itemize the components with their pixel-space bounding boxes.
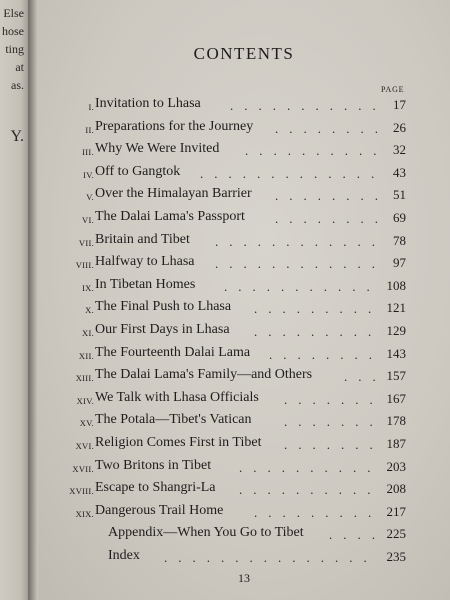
chapter-page-number: 43: [393, 164, 406, 180]
chapter-number: VIII.: [75, 260, 94, 271]
chapter-number: XIX.: [75, 508, 94, 519]
chapter-number: XV.: [79, 418, 94, 429]
chapter-page-number: 78: [393, 232, 406, 248]
chapter-number: VI.: [82, 215, 94, 225]
toc-entry: [38, 548, 450, 568]
chapter-page-number: 69: [393, 210, 406, 225]
chapter-title: Off to Gangtok: [95, 163, 181, 179]
page-number: 13: [238, 571, 250, 585]
chapter-title: Dangerous Trail Home: [95, 502, 224, 518]
leader-dots: ........: [275, 120, 389, 136]
chapter-title: The Dalai Lama's Passport: [95, 209, 245, 224]
chapter-page-number: 97: [393, 255, 406, 271]
facing-page-text: at: [15, 60, 24, 74]
chapter-page-number: 143: [386, 345, 406, 361]
chapter-title: In Tibetan Homes: [95, 276, 196, 292]
chapter-page-number: 217: [386, 503, 406, 519]
toc-entry: [38, 458, 450, 478]
facing-page: [0, 0, 30, 600]
chapter-number: III.: [82, 147, 94, 158]
chapter-title: Invitation to Lhasa: [95, 96, 201, 111]
toc-entry: [38, 164, 450, 184]
leader-dots: .......: [284, 391, 384, 407]
chapter-page-number: 187: [386, 436, 406, 451]
facing-page-text: hose: [2, 24, 24, 38]
chapter-title: Escape to Shangri-La: [95, 480, 216, 496]
chapter-page-number: 108: [386, 277, 406, 293]
leader-dots: .......: [284, 414, 384, 430]
chapter-page-number: 17: [393, 97, 406, 112]
chapter-page-number: 32: [393, 142, 406, 158]
leader-dots: ...........: [230, 98, 387, 113]
chapter-title: Why We Were Invited: [95, 141, 220, 157]
page-title: CONTENTS: [193, 44, 295, 63]
chapter-page-number: 129: [386, 323, 406, 338]
chapter-title: The Final Push to Lhasa: [95, 299, 232, 315]
page-column-label: PAGE: [381, 85, 405, 94]
chapter-title: The Dalai Lama's Family—and Others: [95, 367, 313, 383]
toc-entry: [38, 390, 450, 410]
toc-entry: [38, 345, 450, 365]
leader-dots: ........: [275, 211, 389, 226]
chapter-number: XVI.: [75, 441, 94, 451]
chapter-page-number: 178: [386, 413, 406, 429]
toc-entry: [38, 96, 450, 116]
chapter-title: Two Britons in Tibet: [95, 457, 212, 473]
toc-entry: [38, 119, 450, 139]
leader-dots: .......: [284, 437, 384, 452]
toc-entry: [38, 480, 450, 500]
toc-entry: [38, 322, 450, 342]
chapter-number: IV.: [83, 169, 94, 180]
chapter-page-number: 157: [386, 368, 406, 384]
leader-dots: ..........: [245, 143, 388, 159]
book-spine: [28, 0, 38, 600]
chapter-title: Preparations for the Journey: [95, 118, 254, 134]
toc-entry: [38, 503, 450, 523]
leader-dots: ........: [275, 188, 389, 204]
chapter-number: II.: [85, 124, 94, 135]
leader-dots: ...........: [224, 278, 381, 294]
chapter-page-number: 26: [393, 119, 406, 135]
toc-entry: [38, 209, 450, 229]
chapter-title: We Talk with Lhasa Officials: [95, 389, 259, 405]
chapter-number: XIV.: [76, 395, 94, 406]
leader-dots: ........: [269, 346, 383, 362]
chapter-page-number: 235: [386, 549, 406, 564]
toc-entry: [38, 277, 450, 297]
leader-dots: ..........: [239, 459, 382, 475]
chapter-number: XIII.: [75, 373, 94, 384]
chapter-page-number: 121: [386, 300, 406, 316]
leader-dots: ...............: [164, 550, 378, 565]
chapter-title: Over the Himalayan Barrier: [95, 186, 252, 202]
chapter-title: Index: [108, 548, 140, 563]
chapter-page-number: 51: [393, 187, 406, 203]
chapter-number: XVIII.: [69, 486, 94, 497]
chapter-number: XII.: [78, 350, 94, 361]
leader-dots: ....: [329, 527, 386, 543]
leader-dots: ..........: [239, 482, 382, 498]
leader-dots: .........: [254, 324, 383, 339]
toc-entry: [38, 299, 450, 319]
leader-dots: .............: [200, 165, 386, 181]
chapter-title: Halfway to Lhasa: [95, 254, 195, 270]
facing-page-text: Else: [3, 6, 24, 20]
chapter-number: IX.: [82, 282, 94, 293]
chapter-number: VII.: [78, 237, 94, 248]
facing-page-text: Y.: [10, 128, 24, 145]
contents-page: [38, 0, 450, 600]
chapter-title: Appendix—When You Go to Tibet: [108, 525, 304, 541]
chapter-title: Religion Comes First in Tibet: [95, 435, 262, 450]
leader-dots: ............: [215, 233, 386, 249]
chapter-title: Our First Days in Lhasa: [95, 322, 230, 337]
toc-entry: [38, 232, 450, 252]
chapter-page-number: 208: [386, 481, 406, 497]
chapter-page-number: 167: [386, 390, 406, 406]
chapter-number: XI.: [82, 328, 94, 338]
chapter-number: X.: [85, 305, 94, 316]
toc-entry: [38, 412, 450, 432]
facing-page-text: as.: [11, 78, 24, 92]
leader-dots: ...: [344, 369, 387, 385]
chapter-page-number: 225: [386, 526, 406, 542]
toc-entry: [38, 254, 450, 274]
toc-entry: [38, 367, 450, 387]
facing-page-text: ting: [5, 42, 24, 56]
chapter-number: I.: [88, 102, 94, 112]
toc-entry: [38, 525, 450, 545]
chapter-number: XVII.: [72, 463, 94, 474]
chapter-title: Britain and Tibet: [95, 231, 190, 247]
toc-entry: [38, 141, 450, 161]
chapter-title: The Potala—Tibet's Vatican: [95, 412, 252, 428]
toc-entry: [38, 435, 450, 455]
leader-dots: .........: [254, 504, 383, 520]
chapter-title: The Fourteenth Dalai Lama: [95, 344, 251, 360]
toc-entry: [38, 186, 450, 206]
leader-dots: ............: [215, 256, 386, 272]
chapter-page-number: 203: [386, 458, 406, 474]
chapter-number: V.: [86, 192, 94, 203]
leader-dots: .........: [254, 301, 383, 317]
